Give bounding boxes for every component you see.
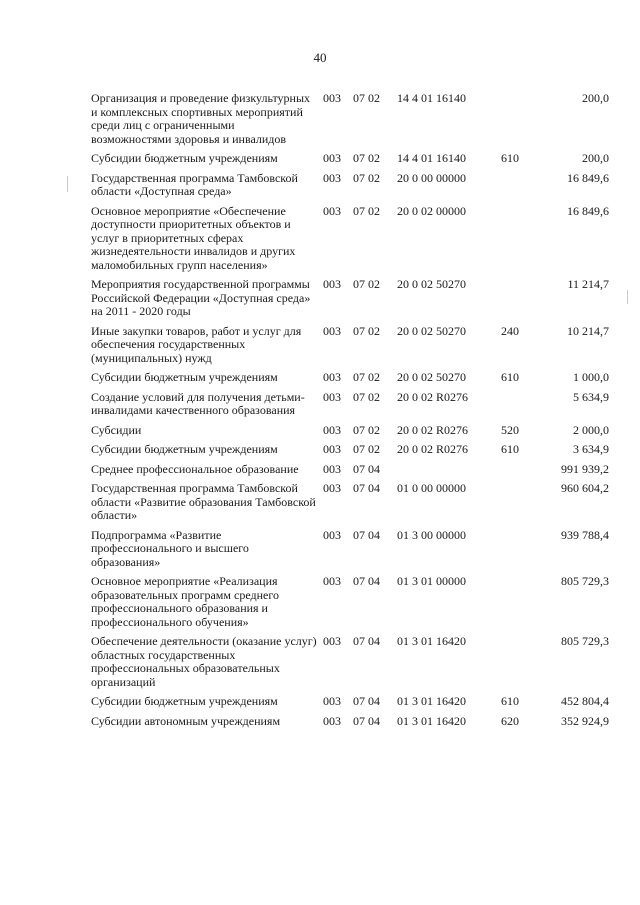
table-row bbox=[91, 272, 609, 319]
row-sum: 352 924,9 bbox=[561, 713, 609, 728]
row-name: Подпрограмма «Развитие профессионального и высшего образования» bbox=[91, 527, 249, 569]
row-target-article bbox=[397, 457, 501, 477]
row-section-code: 07 04 bbox=[353, 481, 380, 495]
row-section-code: 07 02 bbox=[353, 422, 380, 437]
row-section-code: 07 02 bbox=[353, 277, 380, 291]
row-name: Субсидии бюджетным учреждениям bbox=[91, 370, 278, 384]
row-name: Субсидии bbox=[91, 422, 142, 437]
table-row bbox=[91, 689, 609, 709]
row-target-article: 14 4 01 16140 bbox=[397, 91, 466, 105]
row-ved-code: 003 bbox=[323, 203, 341, 218]
row-target-article: 20 0 00 00000 bbox=[397, 170, 466, 185]
row-expense-type bbox=[501, 385, 537, 418]
row-name: Основное мероприятие «Обеспечение доступности приоритетных объектов и услуг в приоритетных сферах жизнедеятельности инвалидов и других маломобильных групп населения» bbox=[91, 203, 296, 272]
row-ved-code: 003 bbox=[323, 389, 341, 404]
row-section-code: 07 02 bbox=[353, 91, 380, 105]
row-sum: 1 000,0 bbox=[573, 370, 609, 384]
row-name: Государственная программа Тамбовской области «Доступная среда» bbox=[91, 170, 298, 198]
row-section-code: 07 02 bbox=[353, 323, 380, 338]
row-target-article: 20 0 02 R0276 bbox=[397, 389, 469, 404]
row-expense-type bbox=[501, 272, 537, 319]
row-name: Среднее профессиональное образование bbox=[91, 461, 299, 476]
row-sum: 2 000,0 bbox=[573, 422, 609, 437]
row-expense-type bbox=[501, 457, 537, 477]
row-section-code: 07 04 bbox=[353, 634, 380, 648]
row-ved-code: 003 bbox=[323, 634, 341, 648]
row-sum: 16 849,6 bbox=[567, 170, 609, 185]
table-row bbox=[91, 365, 609, 385]
row-expense-type bbox=[501, 199, 537, 273]
row-ved-code: 003 bbox=[323, 694, 341, 708]
row-target-article: 20 0 02 R0276 bbox=[397, 422, 469, 437]
row-name: Иные закупки товаров, работ и услуг для обеспечения государственных (муниципальных) нужд bbox=[91, 323, 302, 365]
row-ved-code: 003 bbox=[323, 91, 341, 105]
table-row bbox=[91, 146, 609, 166]
row-name: Субсидии бюджетным учреждениям bbox=[91, 694, 278, 708]
row-target-article: 01 3 01 16420 bbox=[397, 694, 466, 708]
row-name: Организация и проведение физкультурных и комплексных спортивных мероприятий среди лиц с ограниченными возможностями здоровья и инвалидов bbox=[91, 91, 311, 146]
row-section-code: 07 02 bbox=[353, 442, 380, 456]
row-sum: 805 729,3 bbox=[561, 574, 609, 588]
row-target-article: 01 3 00 00000 bbox=[397, 527, 466, 542]
row-sum: 939 788,4 bbox=[561, 527, 609, 542]
row-ved-code: 003 bbox=[323, 481, 341, 495]
row-ved-code: 003 bbox=[323, 323, 341, 338]
row-expense-type bbox=[501, 86, 537, 146]
row-section-code: 07 02 bbox=[353, 389, 380, 404]
row-sum: 10 214,7 bbox=[567, 323, 609, 338]
row-expense-type bbox=[501, 523, 537, 570]
row-expense-type: 610 bbox=[501, 370, 519, 384]
row-sum: 452 804,4 bbox=[561, 694, 609, 708]
row-section-code: 07 02 bbox=[353, 203, 380, 218]
table-row bbox=[91, 437, 609, 457]
row-sum: 3 634,9 bbox=[573, 442, 609, 456]
row-target-article: 01 3 01 16420 bbox=[397, 713, 466, 728]
row-target-article: 20 0 02 50270 bbox=[397, 277, 466, 291]
row-target-article: 20 0 02 R0276 bbox=[397, 442, 469, 456]
row-ved-code: 003 bbox=[323, 422, 341, 437]
row-expense-type: 610 bbox=[501, 442, 519, 456]
row-name: Государственная программа Тамбовской области «Развитие образования Тамбовской области» bbox=[91, 481, 316, 522]
row-section-code: 07 04 bbox=[353, 574, 380, 588]
row-sum: 991 939,2 bbox=[561, 461, 609, 476]
scan-mark-right bbox=[627, 290, 628, 304]
row-target-article: 20 0 02 50270 bbox=[397, 370, 466, 384]
row-name: Создание условий для получения детьми-инвалидами качественного образования bbox=[91, 389, 305, 417]
table-row bbox=[91, 385, 609, 418]
table-body bbox=[91, 86, 609, 728]
table-row bbox=[91, 569, 609, 629]
table-row bbox=[91, 629, 609, 689]
row-expense-type: 610 bbox=[501, 694, 519, 708]
row-expense-type: 520 bbox=[501, 422, 519, 437]
table-row bbox=[91, 523, 609, 570]
scan-mark-left bbox=[67, 176, 68, 192]
table-row bbox=[91, 418, 609, 438]
row-expense-type bbox=[501, 476, 537, 523]
table-row bbox=[91, 86, 609, 146]
row-ved-code: 003 bbox=[323, 527, 341, 542]
budget-allocation-table bbox=[91, 86, 609, 728]
row-section-code: 07 04 bbox=[353, 527, 380, 542]
table-row bbox=[91, 709, 609, 729]
row-sum: 805 729,3 bbox=[561, 634, 609, 648]
row-section-code: 07 04 bbox=[353, 713, 380, 728]
row-sum: 200,0 bbox=[582, 91, 609, 105]
row-ved-code: 003 bbox=[323, 713, 341, 728]
row-expense-type: 240 bbox=[501, 323, 519, 338]
row-expense-type bbox=[501, 166, 537, 199]
row-expense-type: 610 bbox=[501, 151, 519, 165]
row-expense-type: 620 bbox=[501, 713, 519, 728]
row-section-code: 07 02 bbox=[353, 170, 380, 185]
table-row bbox=[91, 166, 609, 199]
row-section-code: 07 02 bbox=[353, 370, 380, 384]
table-row bbox=[91, 457, 609, 477]
row-target-article: 01 3 01 00000 bbox=[397, 574, 466, 588]
row-name: Мероприятия государственной программы Российской Федерации «Доступная среда» на 2011 - 2020 годы bbox=[91, 277, 311, 318]
row-expense-type bbox=[501, 629, 537, 689]
row-section-code: 07 04 bbox=[353, 461, 380, 476]
row-name: Субсидии автономным учреждениям bbox=[91, 713, 281, 728]
row-sum: 5 634,9 bbox=[573, 389, 609, 404]
table-row bbox=[91, 476, 609, 523]
page-number: 40 bbox=[313, 50, 327, 65]
row-target-article: 20 0 02 50270 bbox=[397, 323, 466, 338]
table-row bbox=[91, 319, 609, 366]
row-sum: 200,0 bbox=[582, 151, 609, 165]
row-target-article: 14 4 01 16140 bbox=[397, 151, 466, 165]
row-ved-code: 003 bbox=[323, 442, 341, 456]
row-ved-code: 003 bbox=[323, 170, 341, 185]
row-name: Субсидии бюджетным учреждениям bbox=[91, 442, 278, 456]
row-target-article: 01 0 00 00000 bbox=[397, 481, 466, 495]
row-sum: 960 604,2 bbox=[561, 481, 609, 495]
row-sum: 11 214,7 bbox=[567, 277, 609, 291]
row-ved-code: 003 bbox=[323, 574, 341, 588]
row-ved-code: 003 bbox=[323, 151, 341, 165]
row-ved-code: 003 bbox=[323, 370, 341, 384]
row-section-code: 07 04 bbox=[353, 694, 380, 708]
row-ved-code: 003 bbox=[323, 277, 341, 291]
row-name: Субсидии бюджетным учреждениям bbox=[91, 151, 278, 165]
row-section-code: 07 02 bbox=[353, 151, 380, 165]
row-target-article: 01 3 01 16420 bbox=[397, 634, 466, 648]
row-sum: 16 849,6 bbox=[567, 203, 609, 218]
row-ved-code: 003 bbox=[323, 461, 341, 476]
table-row bbox=[91, 199, 609, 273]
row-expense-type bbox=[501, 569, 537, 629]
row-target-article: 20 0 02 00000 bbox=[397, 203, 466, 218]
row-name: Основное мероприятие «Реализация образовательных программ среднего профессионального образования и профессионального обучения» bbox=[91, 574, 279, 629]
row-name: Обеспечение деятельности (оказание услуг) областных государственных профессиональных образовательных организаций bbox=[91, 634, 317, 689]
